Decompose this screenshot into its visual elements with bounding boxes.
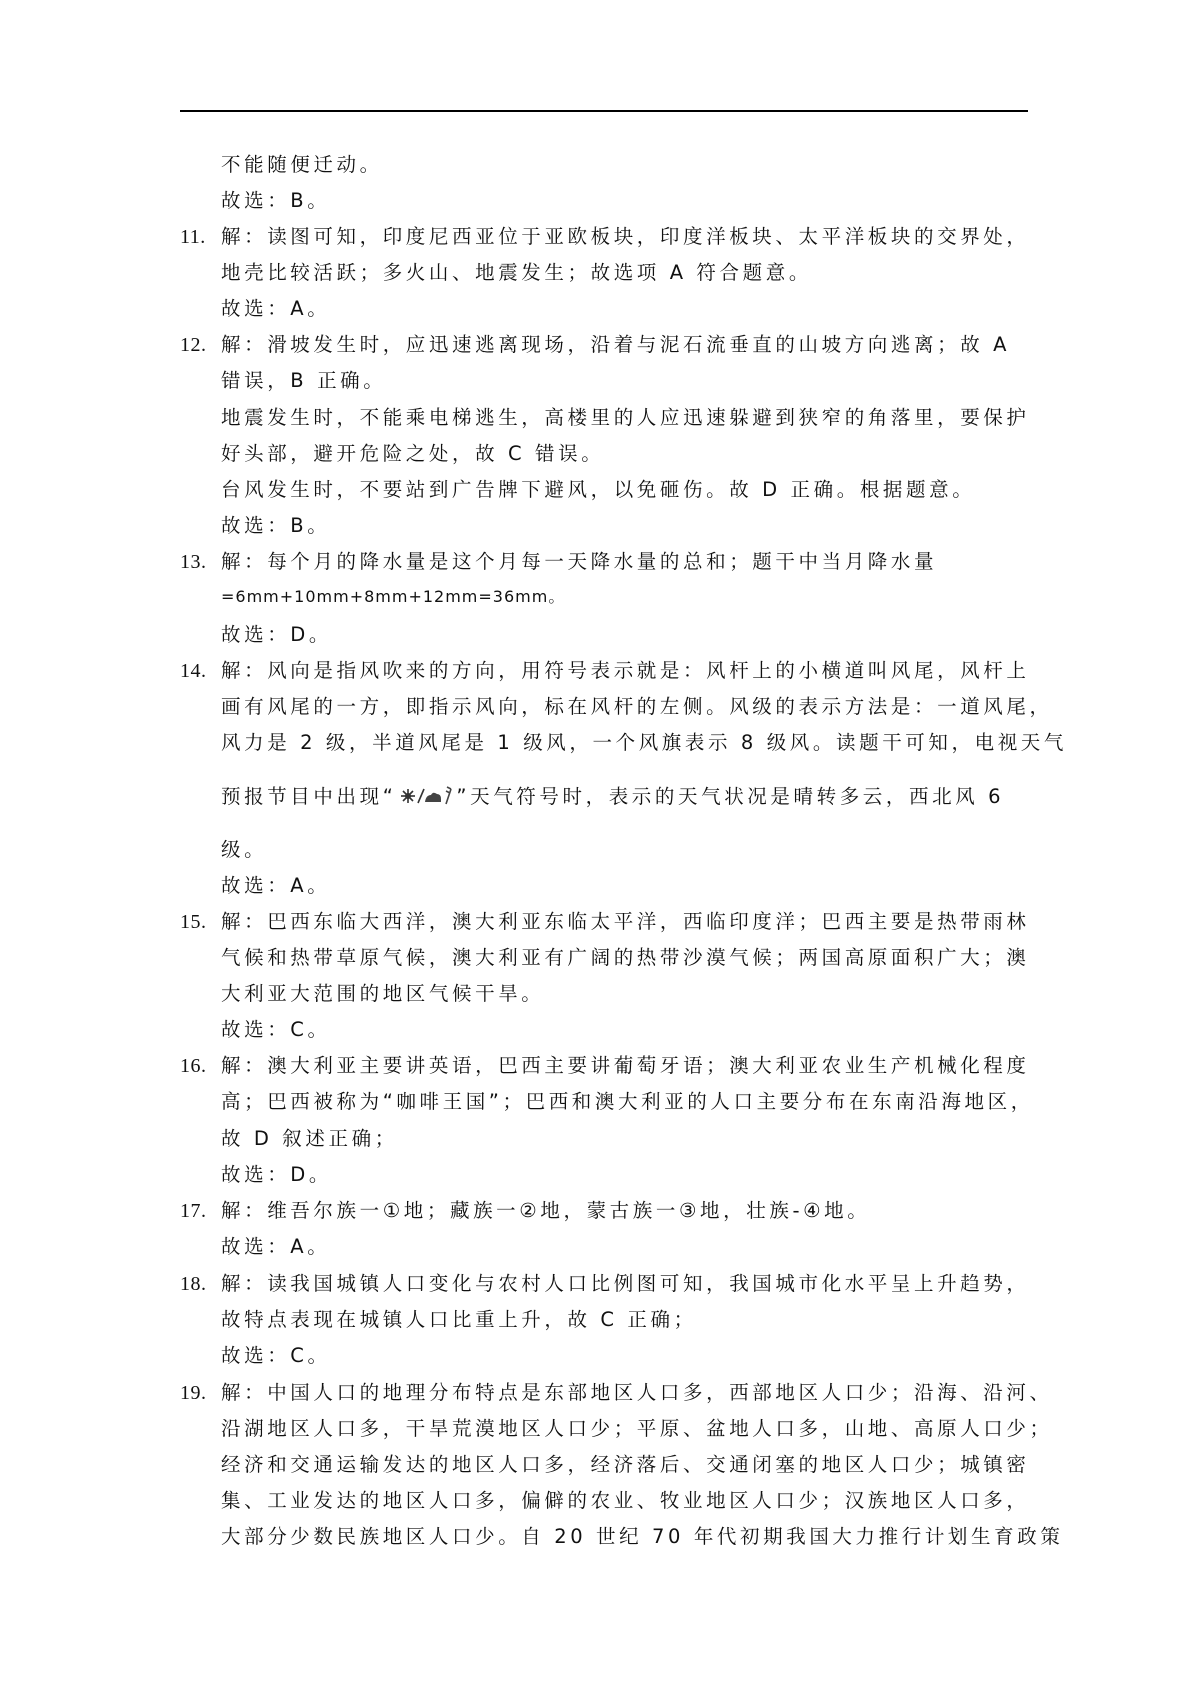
header-rule — [180, 110, 1028, 112]
answer-choice: 故选：D。 — [221, 1163, 333, 1186]
answer-text-line: 故特点表现在城镇人口比重上升，故 C 正确； — [221, 1308, 697, 1331]
answer-choice: 故选：C。 — [221, 1344, 331, 1367]
answer-text-line: 解：风向是指风吹来的方向，用符号表示就是：风杆上的小横道叫风尾，风杆上 — [221, 659, 1030, 682]
answer-choice: 故选：A。 — [221, 297, 331, 320]
answer-text-segment: ”天气符号时，表示的天气状况是晴转多云，西北风 6 — [456, 785, 1005, 808]
question-number: 13. — [180, 551, 207, 573]
question-number: 14. — [180, 660, 207, 682]
question-number: 19. — [180, 1382, 207, 1404]
answer-text-line: 大部分少数民族地区人口少。自 20 世纪 70 年代初期我国大力推行计划生育政策 — [221, 1525, 1064, 1548]
answer-text-line-with-symbol — [221, 785, 1004, 807]
question-number: 15. — [180, 911, 207, 933]
answer-text-line: 解：读我国城镇人口变化与农村人口比例图可知，我国城市化水平呈上升趋势， — [221, 1272, 1030, 1295]
answer-text-segment: 预报节目中出现“ — [221, 785, 397, 808]
answer-text-line: 高；巴西被称为“咖啡王国”；巴西和澳大利亚的人口主要分布在东南沿海地区， — [221, 1090, 1034, 1113]
answer-text-line: 不能随便迁动。 — [221, 153, 383, 176]
answer-text-line: 沿湖地区人口多，干旱荒漠地区人口少；平原、盆地人口多，山地、高原人口少； — [221, 1417, 1053, 1440]
answer-formula: =6mm+10mm+8mm+12mm=36mm。 — [221, 587, 566, 606]
answer-text-line: 错误，B 正确。 — [221, 369, 387, 392]
answer-text-line: 经济和交通运输发达的地区人口多，经济落后、交通闭塞的地区人口少；城镇密 — [221, 1453, 1030, 1476]
answer-choice: 故选：A。 — [221, 874, 331, 897]
answer-text-line: 解：滑坡发生时，应迅速逃离现场，沿着与泥石流垂直的山坡方向逃离；故 A — [221, 333, 1011, 356]
question-number: 18. — [180, 1273, 207, 1295]
answer-text-line: 台风发生时，不要站到广告牌下避风，以免砸伤。故 D 正确。根据题意。 — [221, 478, 976, 501]
answer-choice: 故选：D。 — [221, 623, 333, 646]
answer-choice: 故选：B。 — [221, 189, 331, 212]
answer-text-line: 故 D 叙述正确； — [221, 1127, 398, 1150]
answer-text-line: 风力是 2 级，半道风尾是 1 级风，一个风旗表示 8 级风。读题干可知，电视天气 — [221, 731, 1068, 754]
answer-choice: 故选：A。 — [221, 1235, 331, 1258]
question-number: 16. — [180, 1055, 207, 1077]
answer-text-line: 级。 — [221, 838, 268, 861]
answer-text-line: 集、工业发达的地区人口多，偏僻的农业、牧业地区人口少；汉族地区人口多， — [221, 1489, 1030, 1512]
answer-text-line: 解：读图可知，印度尼西亚位于亚欧板块，印度洋板块、太平洋板块的交界处， — [221, 225, 1030, 248]
question-number: 11. — [180, 226, 206, 248]
question-number: 12. — [180, 334, 207, 356]
answer-text-line: 画有风尾的一方，即指示风向，标在风杆的左侧。风级的表示方法是：一道风尾， — [221, 695, 1053, 718]
question-number: 17. — [180, 1200, 207, 1222]
answer-choice: 故选：C。 — [221, 1018, 331, 1041]
answer-text-line: 解：维吾尔族一①地；藏族一②地，蒙古族一③地，壮族-④地。 — [221, 1199, 871, 1222]
answer-text-line: 解：澳大利亚主要讲英语，巴西主要讲葡萄牙语；澳大利亚农业生产机械化程度 — [221, 1054, 1030, 1077]
answer-text-line: 气候和热带草原气候，澳大利亚有广阔的热带沙漠气候；两国高原面积广大；澳 — [221, 946, 1030, 969]
answer-text-line: 地壳比较活跃；多火山、地震发生；故选项 A 符合题意。 — [221, 261, 812, 284]
answer-text-line: 地震发生时，不能乘电梯逃生，高楼里的人应迅速躲避到狭窄的角落里，要保护 — [221, 406, 1030, 429]
answer-text-line: 解：每个月的降水量是这个月每一天降水量的总和；题干中当月降水量 — [221, 550, 938, 573]
weather-symbol-icon — [398, 785, 454, 807]
answer-text-line: 大利亚大范围的地区气候干旱。 — [221, 982, 545, 1005]
answer-text-line: 解：巴西东临大西洋，澳大利亚东临太平洋，西临印度洋；巴西主要是热带雨林 — [221, 910, 1030, 933]
answer-text-line: 解：中国人口的地理分布特点是东部地区人口多，西部地区人口少；沿海、沿河、 — [221, 1381, 1053, 1404]
answer-choice: 故选：B。 — [221, 514, 331, 537]
answer-text-line: 好头部，避开危险之处，故 C 错误。 — [221, 442, 605, 465]
